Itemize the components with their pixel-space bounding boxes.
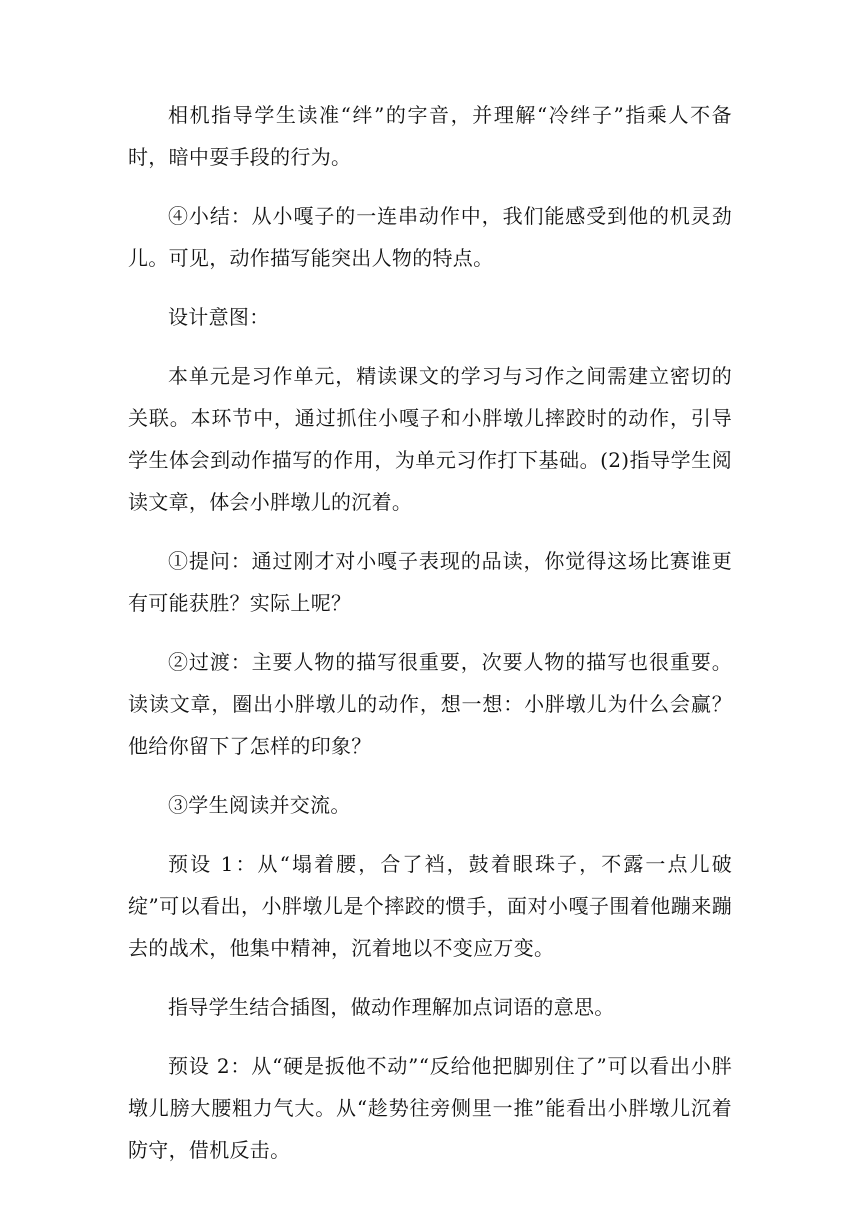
paragraph-summary: ④小结：从小嘎子的一连串动作中，我们能感受到他的机灵劲儿。可见，动作描写能突出人物的特点。: [128, 204, 732, 270]
document-page: [128, 94, 732, 1188]
paragraph-preset-2: 预设 2：从“硬是扳他不动”“反给他把脚别住了”可以看出小胖墩儿膀大腰粗力气大。从“趁势往旁侧里一推”能看出小胖墩儿沉着防守，借机反击。: [128, 1054, 732, 1162]
paragraph-question: ①提问：通过刚才对小嘎子表现的品读，你觉得这场比赛谁更有可能获胜？实际上呢？: [128, 549, 732, 615]
paragraph-preset-1: 预设 1：从“塌着腰，合了裆，鼓着眼珠子，不露一点儿破绽”可以看出，小胖墩儿是个摔跤的惯手，面对小嘎子围着他蹦来蹦去的战术，他集中精神，沉着地以不变应万变。: [128, 852, 732, 960]
paragraph-illustration-guide: 指导学生结合插图，做动作理解加点词语的意思。: [168, 995, 615, 1019]
paragraph-design-intent-heading: 设计意图：: [168, 305, 270, 329]
paragraph-pronunciation-guide: 相机指导学生读准“绊”的字音，并理解“冷绊子”指乘人不备时，暗中耍手段的行为。: [128, 103, 732, 169]
paragraph-design-intent-body: 本单元是习作单元，精读课文的学习与习作之间需建立密切的关联。本环节中，通过抓住小嘎子和小胖墩儿摔跤时的动作，引导学生体会到动作描写的作用，为单元习作打下基础。(2)指导学生阅读文章，体会小胖墩儿的沉着。: [128, 364, 732, 514]
paragraph-transition: ②过渡：主要人物的描写很重要，次要人物的描写也很重要。读读文章，圈出小胖墩儿的动作，想一想：小胖墩儿为什么会赢？他给你留下了怎样的印象？: [128, 650, 732, 758]
paragraph-student-reading: ③学生阅读并交流。: [168, 793, 351, 817]
